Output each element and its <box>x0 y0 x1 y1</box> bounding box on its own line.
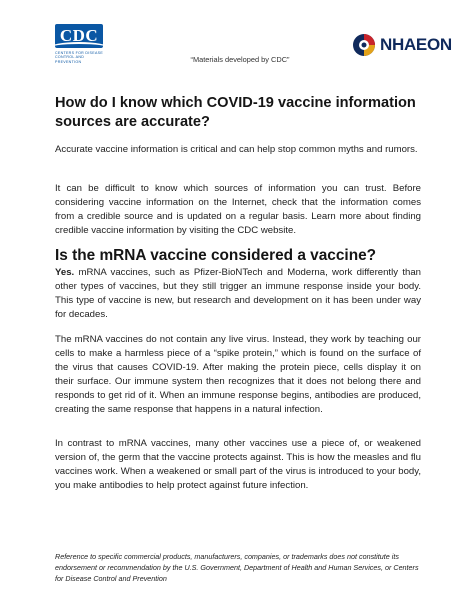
answer-lead: Yes. <box>55 267 75 278</box>
cdc-logo-mark: CDC <box>55 24 103 48</box>
cdc-logo-subtitle: CENTERS FOR DISEASE CONTROL AND PREVENTION <box>55 51 104 64</box>
answer-text: mRNA vaccines, such as Pfizer-BioNTech and Moderna, work differently than other types of vaccines, but they still trigger an immune response inside your body. This type of vaccine is new, but research and development on it has been under way for decades. <box>55 267 421 320</box>
section1-paragraph-1: Accurate vaccine information is critical and can help stop common myths and rumors. <box>55 144 418 155</box>
nhaeon-seal-icon <box>352 33 376 57</box>
materials-note: “Materials developed by CDC” <box>190 55 290 64</box>
nhaeon-logo <box>352 33 452 57</box>
footer-disclaimer: Reference to specific commercial products, manufacturers, companies, or trademarks does not constitute its endorsement or recommendation by the U.S. Government, Department of Health and Human Services, or Centers for Disease Control and Prevention <box>55 552 419 583</box>
section2-paragraph-2: In contrast to mRNA vaccines, many other vaccines use a piece of, or weakened version of, the germ that the vaccine protects against. This is how the measles and flu vaccines work. When a weakened or small part of the virus is introduced to your body, you make antibodies to help protect against future infection. <box>55 438 421 491</box>
section2-paragraph-1: The mRNA vaccines do not contain any live virus. Instead, they work by teaching our cells to make a harmless piece of a “spike protein,” which is found on the surface of the virus that causes COVID-19. After making the protein piece, cells display it on their surface. Our immune system then recognizes that it does not belong there and responds to get rid of it. When an immune response begins, antibodies are produced, creating the same response that happens in a natural infection. <box>55 334 421 415</box>
section2-heading: Is the mRNA vaccine considered a vaccine? <box>55 247 377 264</box>
section1-paragraph-2: It can be difficult to know which sources of information you can trust. Before considering vaccine information on the Internet, check that the information comes from a credible source and is updated on a regular basis. Learn more about finding credible vaccine information by visiting the CDC website. <box>55 183 421 236</box>
cdc-logo <box>55 24 107 64</box>
section1-heading: How do I know which COVID-19 vaccine information sources are accurate? <box>55 95 416 130</box>
section2-answer <box>55 266 421 322</box>
nhaeon-wordmark: NHAEON <box>380 35 452 54</box>
